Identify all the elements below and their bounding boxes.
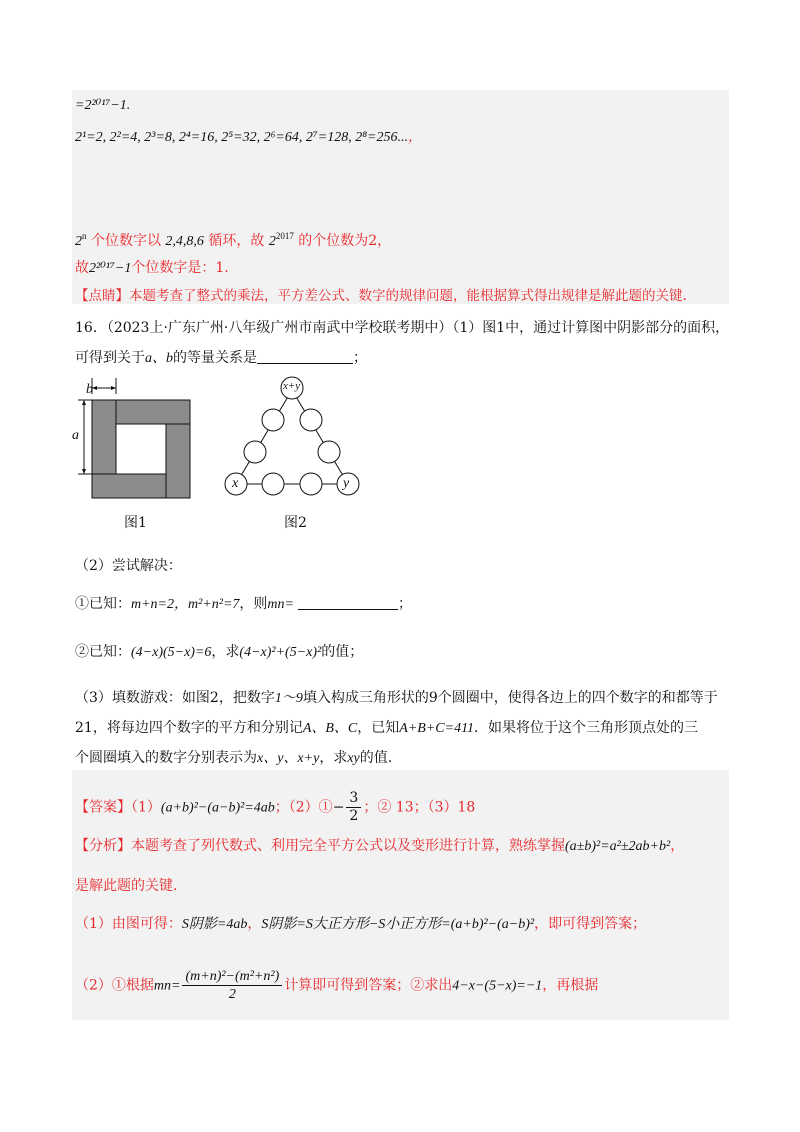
step2-mn: mn= [153,978,181,994]
part3-line3 [75,748,392,769]
conclusion-expr: 2²⁰¹⁷−1 [89,261,132,276]
answer-label: 【答案】 [75,799,131,816]
figure-2-right-label: y [343,476,350,491]
step1-comma: ， [247,916,262,932]
figure-2-top-label: x+y [283,380,301,392]
analysis-formula: (a±b)²=a²±2ab+b² [565,839,671,854]
part3-text-e: ．如果将位于这个三角形顶点处的三 [474,720,699,736]
analysis-label: 【分析】 [75,838,131,854]
figure-2-left-label: x [232,476,239,491]
figure-2-circles [225,377,359,495]
figure-1-dimension-a [78,400,92,474]
cycle-text-c: 的个位数为2， [298,233,392,249]
part1-text-a: 可得到关于 [75,350,145,366]
analysis-line2: 是解此题的关键. [75,878,178,894]
figure-2-triangle-edges [236,390,348,484]
part3-vertices: x、y、x+y [257,751,320,766]
step2-fraction: $\frac{\text{(m+n)²−(m²+n²)}}{2}$ [182,968,282,1003]
question-part1: （1）图1中，通过计算图中阴影部分的面积， [452,320,730,336]
conclusion-text-b: 个位数字是：1. [131,260,229,276]
part2-item1-label: ①已知： [75,596,131,612]
tip-line [75,286,687,306]
part3-sum: A+B+C=411 [399,721,475,736]
figure-1-label-b: b [86,382,93,397]
part2-item1-given: m+n=2，m²+n²=7 [131,597,240,612]
answer-part2-label: ；（2）① [274,799,333,816]
two-power-n: 2$^n$ [75,231,87,249]
question-part1-line2 [75,348,367,369]
part3-line2 [75,718,698,739]
part2-item1-end: ； [397,596,412,612]
cycle-text-a: 个位数字以 [90,233,161,249]
answer-part1-label: （1） [131,799,161,816]
analysis-step1 [75,914,646,935]
answer-rest: ；② 13；（3）18 [363,799,476,816]
step2-text-d: ，再根据 [542,977,599,994]
figure-2 [218,374,374,500]
expr-line-1: =2²⁰¹⁷−1. [75,98,131,113]
conclusion-line [75,258,229,279]
part3-text-f: 个圆圈填入的数字分别表示为 [75,750,257,766]
two-power-2017: $2^{2017}$ [268,231,294,249]
cycle-line [75,226,391,252]
part2-item2-end: 的值； [321,644,364,660]
tip-text: 本题考查了整式的乘法，平方差公式、数字的规律问题，能根据算式得出规律是解此题的关键. [129,288,687,304]
part3-xy: xy [347,751,360,766]
figure-2-caption: 图2 [284,515,307,531]
part3-text-a: （3）填数游戏：如图2，把数字 [75,690,275,706]
part2-item2-find: ，求 [211,644,240,660]
answer-part2-fraction: $\frac{3}{2}$ [346,790,361,825]
figure-1-dimension-b [92,378,116,394]
part1-text-b: 的等量关系是 [173,350,257,366]
conclusion-text-a: 故 [75,260,89,276]
analysis-line1 [75,836,684,857]
part3-abc: A、B、C [302,721,358,736]
figure-1-label-a: a [72,428,79,443]
part2-item2-label: ②已知： [75,644,131,660]
answer-blank-2[interactable] [298,597,398,610]
part3-line1 [75,688,718,709]
step2-label: （2）①根据 [75,977,154,994]
part3-text-g: ，求 [319,750,348,766]
part1-vars: a、b [145,351,173,366]
expr-line-2 [75,128,422,148]
part1-end: ； [353,350,367,366]
step1-area: S阴影=4ab [181,917,248,932]
step2-text-b: 计算即可得到答案；②求出 [284,977,453,994]
cycle-digits: 2,4,8,6 [165,234,204,249]
part2-item1-mn: mn= [267,597,294,612]
part3-text-c: 21，将每边四个数字的平方和分别记 [75,720,303,736]
part3-range: 1～9 [274,691,303,706]
part2-item1 [75,594,412,615]
question-16-header [75,318,729,338]
part2-item2-expr: (4−x)²+(5−x)² [239,645,322,660]
figure-1-caption: 图1 [124,515,147,531]
part2-item2-given: (4−x)(5−x)=6 [131,645,212,660]
answer-line [75,790,475,825]
question-number: 16． [75,320,107,336]
part3-text-b: 填入构成三角形状的9个圆圈中，使得各边上的四个数字的和都等于 [302,690,718,706]
step1-end: ，即可得到答案； [534,916,647,932]
cycle-text-b: 循环，故 [208,233,265,249]
part3-text-h: 的值. [359,750,393,766]
tip-label: 【点睛】 [75,288,129,304]
question-source: （2023上·广东广州·八年级广州市南武中学校联考期中） [106,320,453,336]
part3-text-d: ，已知 [357,720,400,736]
figure-1-shaded-rectangles [92,400,190,498]
part2-item2 [75,642,363,663]
step1-label: （1）由图可得： [75,916,182,932]
analysis-text-1-end: ， [670,838,685,854]
step1-area-diff: S阴影=S大正方形−S小正方形=(a+b)²−(a−b)² [261,917,535,932]
step2-expr: 4−x−(5−x)=−1 [452,978,543,994]
part2-header: （2）尝试解决： [75,558,182,574]
analysis-step2 [75,968,598,1003]
expr-line-2-tail: ， [408,130,423,145]
answer-part1-math: (a+b)²−(a−b)²=4ab [160,800,275,816]
answer-part2-sign: − [332,799,345,816]
analysis-text-1: 本题考查了列代数式、利用完全平方公式以及变形进行计算，熟练掌握 [131,838,565,854]
powers-of-two: 2¹=2, 2²=4, 2³=8, 2⁴=16, 2⁵=32, 2⁶=64, 2⁷=128, 2⁸=256... [75,130,409,145]
answer-blank-1[interactable] [257,351,353,364]
part2-item1-then: ，则 [239,596,268,612]
